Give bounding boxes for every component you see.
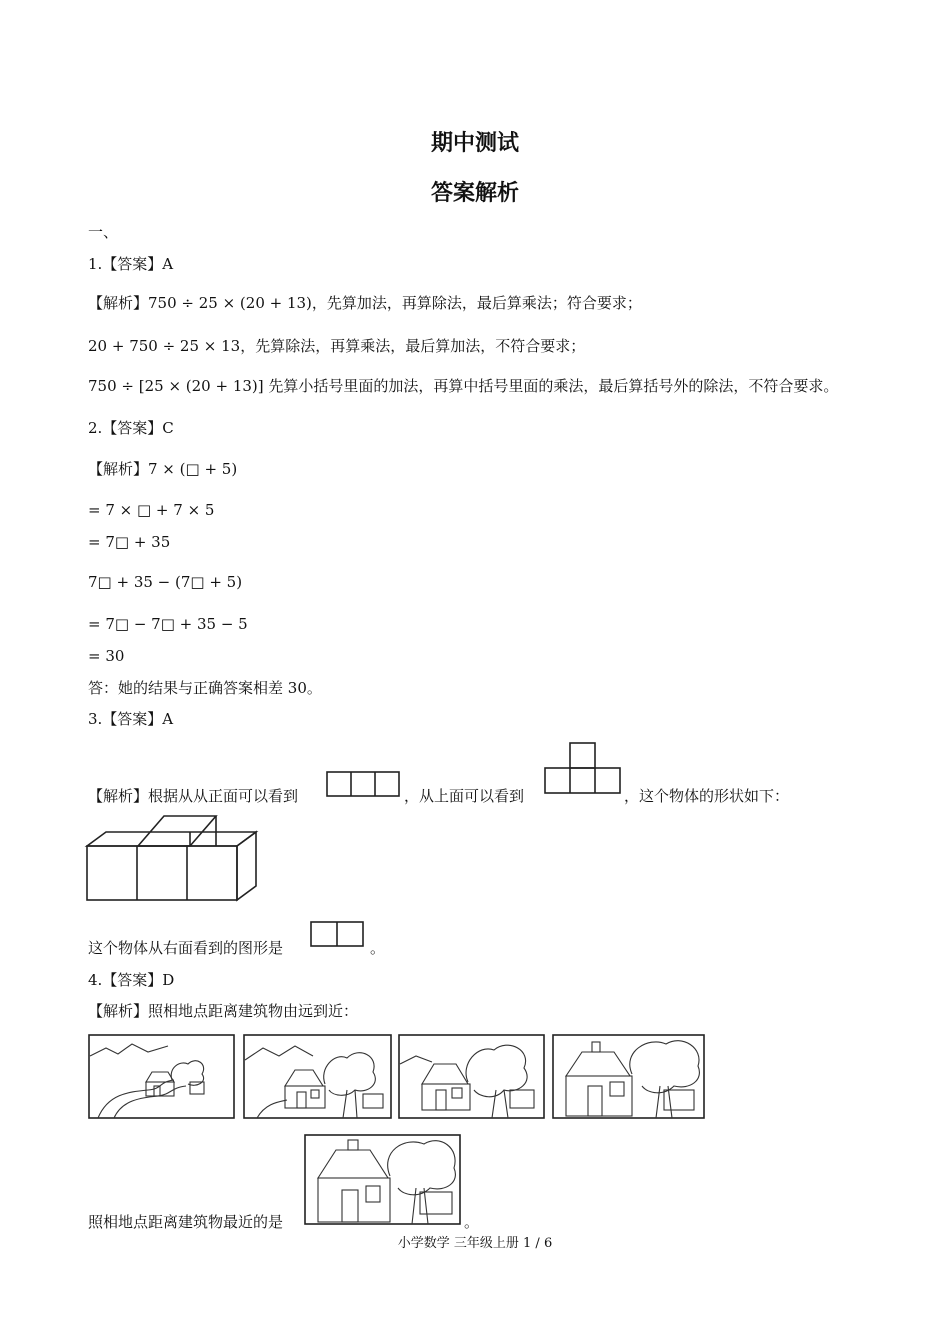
q4-closest-text: 照相地点距离建筑物最近的是 <box>88 1213 284 1231</box>
q1-analysis-line2: 20 + 750 ÷ 25 × 13，先算除法，再算乘法，最后算加法，不符合要求； <box>88 337 586 355</box>
q1-analysis-line3: 750 ÷ [25 × (20 + 13)] 先算小括号里面的加法，再算中括号里面的乘法，最后算括号外的除法，不符合要求。 <box>88 377 839 395</box>
q3-right-view-text: 这个物体从右面看到的图形是 <box>88 939 284 957</box>
house-photo-3 <box>398 1034 546 1120</box>
house-photo-1 <box>88 1034 236 1120</box>
q2-conclusion: 答：她的结果与正确答案相差 30。 <box>88 679 322 697</box>
q4-answer: 4.【答案】D <box>88 971 175 989</box>
q2-step-3: = 7□ + 35 <box>88 533 171 551</box>
house-photo-4 <box>552 1034 706 1120</box>
q3-analysis-part2: ，从上面可以看到 <box>404 787 525 805</box>
q2-answer: 2.【答案】C <box>88 419 174 437</box>
q1-analysis-line1: 【解析】750 ÷ 25 × (20 + 13)，先算加法，再算除法，最后算乘法；符合要求； <box>88 294 642 312</box>
house-photo-closest <box>304 1134 462 1226</box>
q2-step-4: 7□ + 35 − (7□ + 5) <box>88 573 243 591</box>
q2-step-6: = 30 <box>88 647 125 665</box>
q4-analysis: 【解析】照相地点距离建筑物由远到近： <box>88 1002 359 1020</box>
q3-answer: 3.【答案】A <box>88 710 174 728</box>
section-label: 一、 <box>88 223 119 241</box>
front-view-figure <box>326 770 402 800</box>
q2-step-1: 【解析】7 × (□ + 5) <box>88 460 238 478</box>
page-title: 期中测试 <box>430 131 519 156</box>
page-footer: 小学数学 三年级上册 1 / 6 <box>397 1236 553 1251</box>
q3-analysis-part3: ，这个物体的形状如下： <box>624 787 790 805</box>
q3-analysis-part1: 【解析】根据从从正面可以看到 <box>88 787 299 805</box>
right-view-figure <box>310 920 368 950</box>
q1-answer: 1.【答案】A <box>88 255 174 273</box>
q4-closest-end: 。 <box>464 1213 480 1231</box>
cube-shape-figure <box>86 814 262 906</box>
top-view-figure <box>544 742 624 798</box>
q3-right-view-end: 。 <box>370 939 386 957</box>
q2-step-5: = 7□ − 7□ + 35 − 5 <box>88 615 248 633</box>
house-photo-2 <box>243 1034 393 1120</box>
q2-step-2: = 7 × □ + 7 × 5 <box>88 501 215 519</box>
page-subtitle: 答案解析 <box>430 181 519 206</box>
